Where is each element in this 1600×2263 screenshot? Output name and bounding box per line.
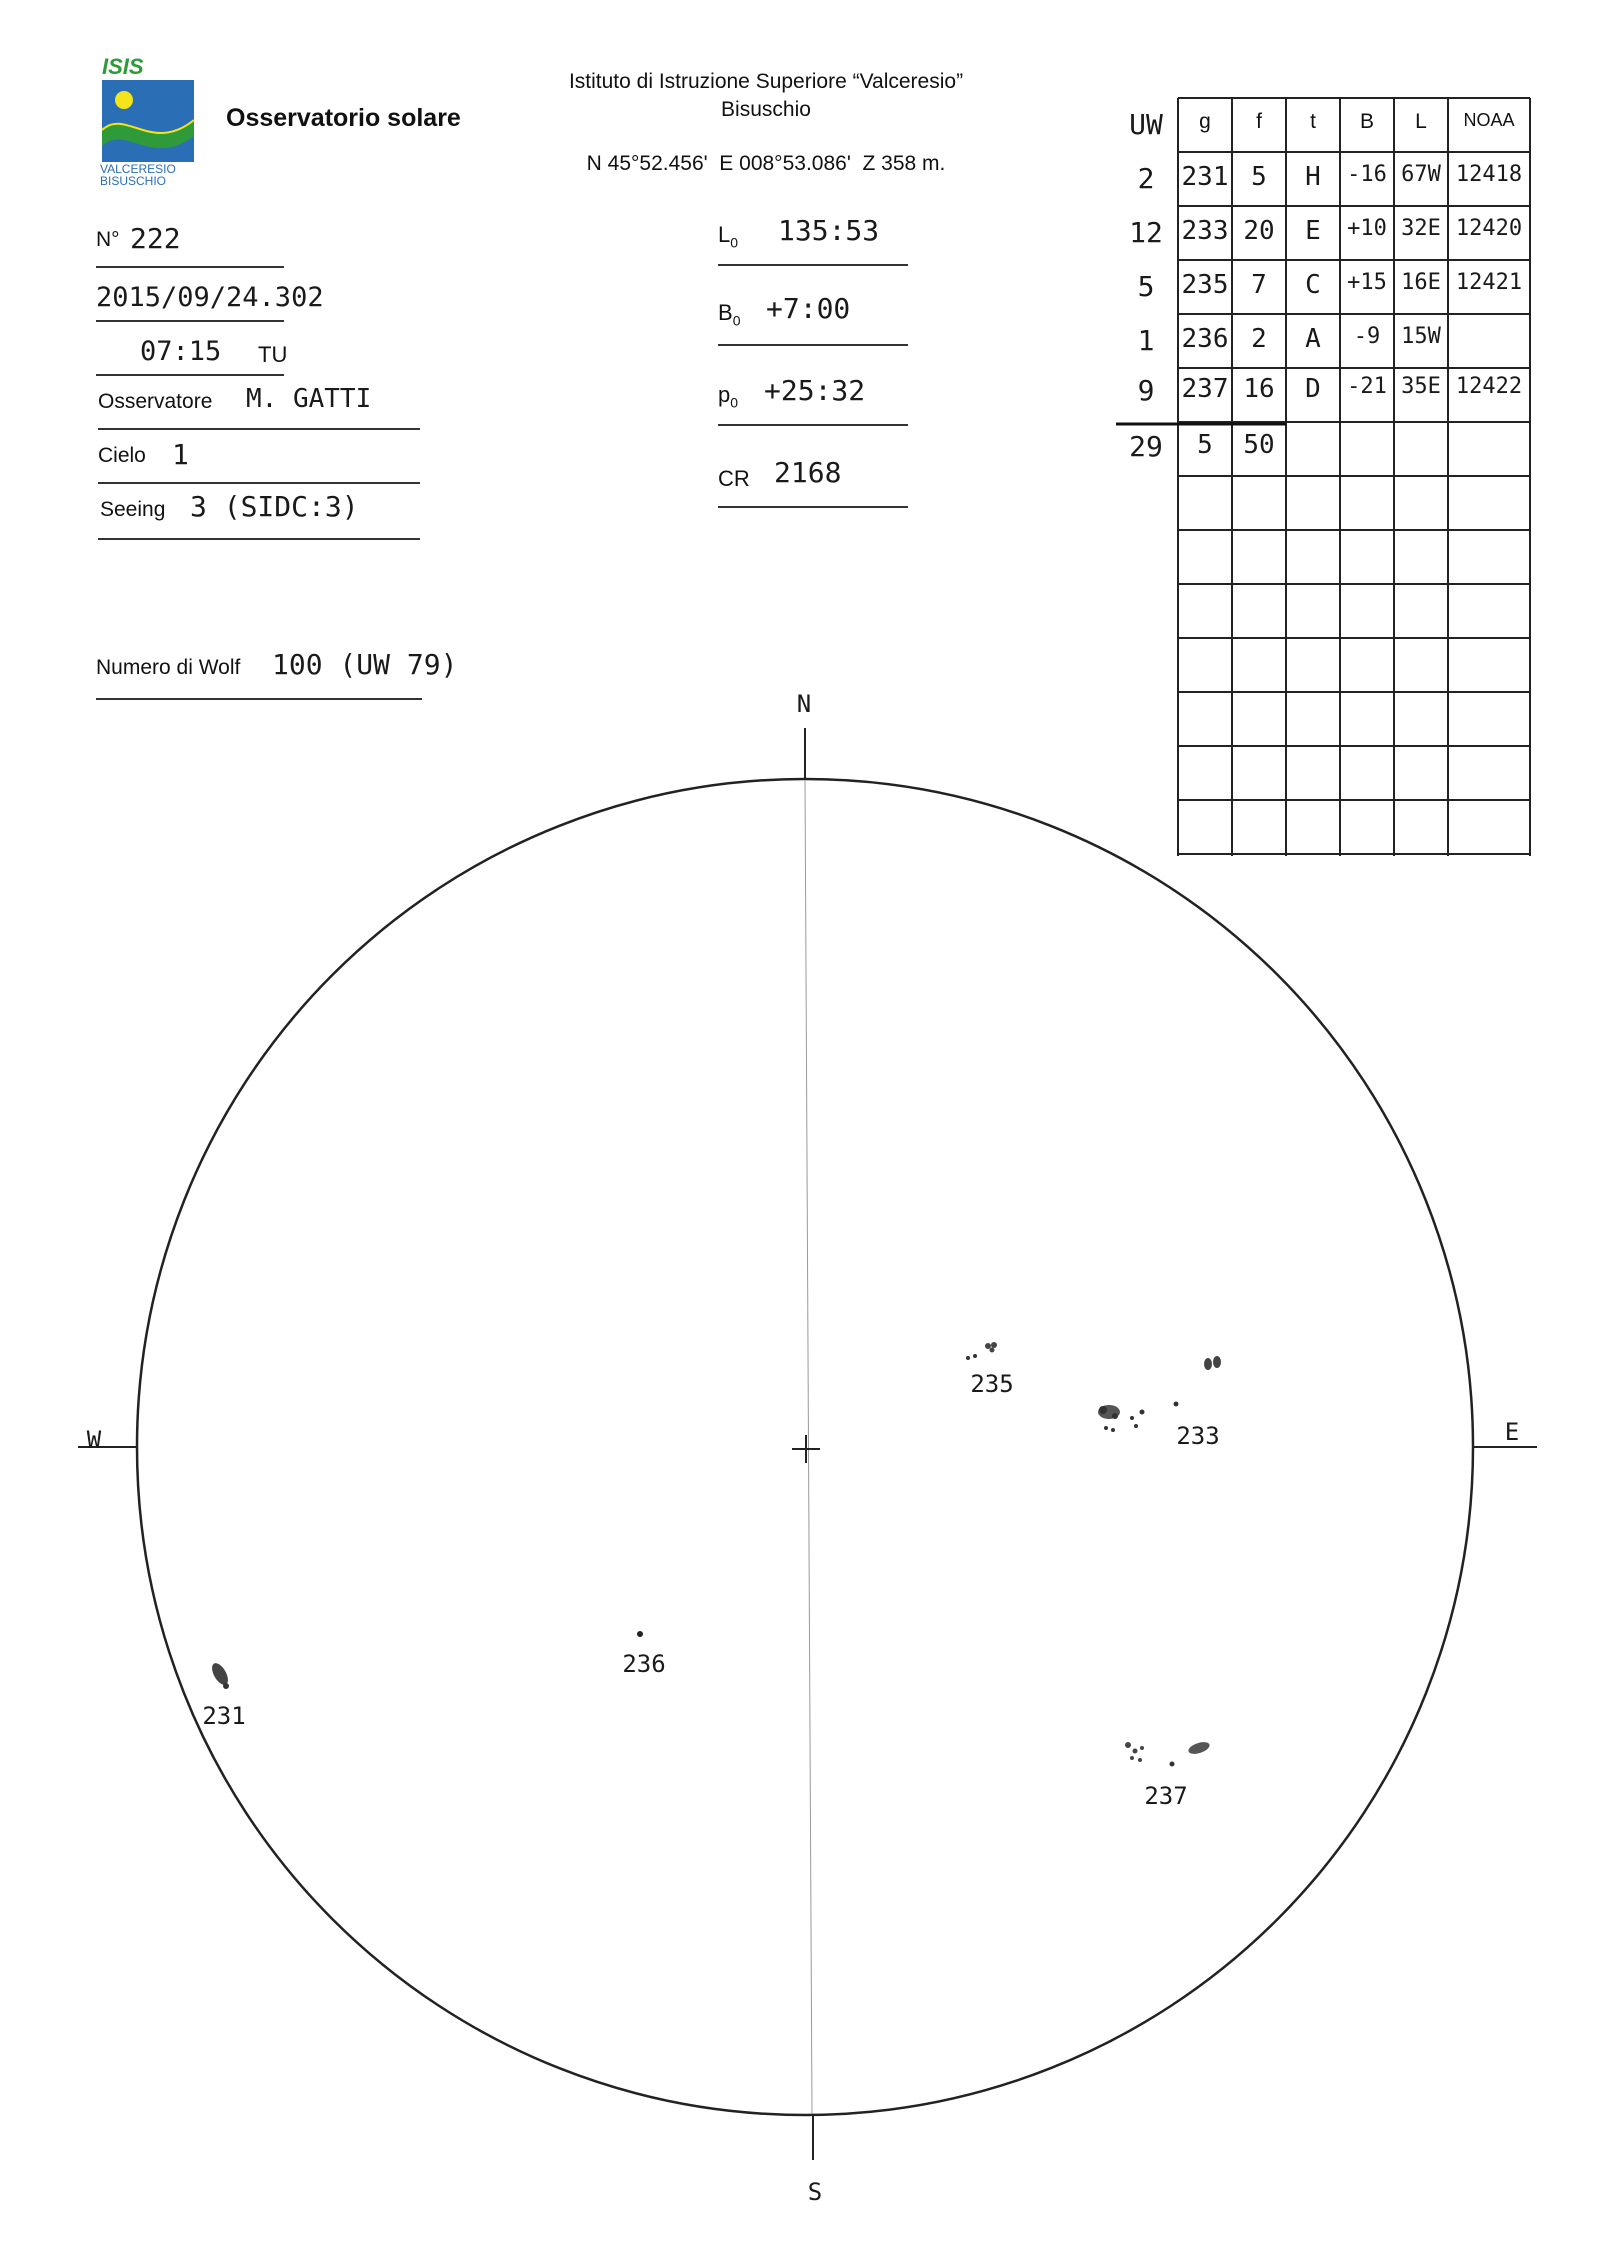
row-l: 67W	[1401, 162, 1441, 187]
row-noaa: 12418	[1455, 162, 1523, 187]
sunspot-group-235	[966, 1342, 997, 1360]
sunspot	[985, 1343, 991, 1349]
l0-subscript: 0	[730, 234, 739, 251]
number-label: N°	[96, 228, 120, 251]
east-label: E	[1504, 1418, 1520, 1446]
col-header-noaa: NOAA	[1463, 110, 1515, 130]
row-f: 7	[1251, 270, 1267, 300]
row-t: H	[1305, 162, 1321, 192]
p0-letter: p	[718, 382, 731, 407]
wolf-value: 100 (UW 79)	[272, 648, 458, 681]
row-b: +10	[1347, 216, 1387, 241]
observer-value: M. GATTI	[246, 384, 372, 414]
l0-letter: L	[718, 222, 731, 247]
south-label: S	[807, 2178, 823, 2206]
observatory-title: Osservatorio solare	[226, 104, 461, 132]
sunspot	[1204, 1358, 1212, 1370]
row-g: 231	[1181, 162, 1229, 192]
row-l: 32E	[1401, 216, 1441, 241]
row-g: 233	[1181, 216, 1229, 246]
sunspot	[1187, 1740, 1211, 1756]
row-noaa: 12422	[1455, 374, 1523, 399]
row-b: +15	[1347, 270, 1387, 295]
sunspot	[1130, 1416, 1134, 1420]
col-header-l: L	[1415, 110, 1427, 133]
row-uw: 2	[1137, 162, 1155, 195]
sunspot	[966, 1356, 970, 1360]
row-l: 16E	[1401, 270, 1441, 295]
sunspot	[1174, 1402, 1179, 1407]
sunspot	[209, 1661, 231, 1688]
sunspot	[1140, 1746, 1144, 1750]
col-header-f: f	[1256, 110, 1262, 133]
north-label: N	[796, 690, 812, 718]
logo-text: ISIS	[102, 56, 144, 79]
row-noaa: 12421	[1455, 270, 1523, 295]
observer-label: Osservatore	[98, 390, 213, 413]
sunspot	[990, 1348, 995, 1353]
row-noaa: 12420	[1455, 216, 1523, 241]
sunspot	[1138, 1758, 1142, 1762]
site-coordinates: N 45°52.456' E 008°53.086' Z 358 m.	[586, 152, 946, 175]
sunspot	[1111, 1428, 1115, 1432]
number-value: 222	[130, 222, 181, 255]
row-f: 20	[1243, 216, 1275, 246]
b0-value: +7:00	[766, 292, 851, 325]
row-l: 35E	[1401, 374, 1441, 399]
logo-caption-line2: BISUSCHIO	[100, 174, 167, 186]
west-label: W	[86, 1426, 102, 1454]
sunspot-group-233	[1098, 1356, 1221, 1432]
row-l: 15W	[1401, 324, 1441, 349]
sky-value: 1	[172, 438, 189, 471]
group-label-236: 236	[622, 1650, 666, 1678]
col-header-t: t	[1310, 110, 1316, 133]
group-label-237: 237	[1144, 1782, 1188, 1810]
sunspot	[1140, 1410, 1145, 1415]
row-uw: 5	[1137, 270, 1155, 303]
row-uw: 9	[1137, 374, 1155, 407]
sunspot	[1112, 1413, 1118, 1419]
group-label-235: 235	[970, 1370, 1014, 1398]
sunspot	[1104, 1426, 1108, 1430]
sky-label: Cielo	[98, 444, 146, 467]
time-value: 07:15	[140, 336, 222, 367]
row-g: 235	[1181, 270, 1229, 300]
row-b: -9	[1353, 324, 1381, 349]
row-f: 2	[1251, 324, 1267, 354]
institute-name: Istituto di Istruzione Superiore “Valceresio”	[568, 70, 964, 93]
row-b: -16	[1347, 162, 1387, 187]
row-b: -21	[1347, 374, 1387, 399]
time-unit: TU	[258, 342, 288, 367]
sunspot	[1170, 1762, 1175, 1767]
col-header-g: g	[1199, 110, 1211, 133]
wolf-label: Numero di Wolf	[96, 656, 241, 679]
sunspot	[637, 1631, 643, 1637]
cr-label: CR	[718, 466, 750, 491]
uw-header: UW	[1129, 108, 1163, 141]
row-t: C	[1305, 270, 1321, 300]
sunspot	[1130, 1756, 1134, 1760]
row-uw: 12	[1129, 216, 1163, 249]
sunspot	[991, 1342, 997, 1348]
b0-subscript: 0	[732, 312, 741, 329]
sunspot-group-236	[637, 1631, 643, 1637]
sunspot	[973, 1354, 977, 1358]
col-header-b: B	[1359, 110, 1374, 133]
seeing-label: Seeing	[100, 498, 166, 521]
group-label-233: 233	[1176, 1422, 1220, 1450]
row-f: 16	[1243, 374, 1275, 404]
sunspot	[223, 1683, 229, 1689]
date-value: 2015/09/24.302	[96, 282, 324, 313]
row-g: 236	[1181, 324, 1229, 354]
p0-value: +25:32	[764, 374, 866, 407]
p0-subscript: 0	[730, 394, 739, 411]
seeing-value: 3 (SIDC:3)	[190, 490, 359, 523]
b0-letter: B	[718, 300, 733, 325]
sunspot	[1099, 1406, 1107, 1414]
total-uw: 29	[1129, 430, 1163, 463]
row-t: A	[1305, 324, 1321, 354]
sunspot	[1134, 1424, 1138, 1428]
total-f: 50	[1243, 430, 1275, 460]
sunspot-group-237	[1125, 1740, 1211, 1767]
sunspot	[1133, 1749, 1138, 1754]
sunspot	[1213, 1356, 1221, 1368]
sunspot-group-231	[209, 1661, 231, 1689]
row-g: 237	[1181, 374, 1229, 404]
total-g: 5	[1197, 430, 1213, 460]
sunspot	[1125, 1742, 1131, 1748]
institute-town: Bisuschio	[721, 98, 811, 121]
cr-value: 2168	[774, 456, 842, 489]
logo-caption-line1: VALCERESIO	[100, 162, 176, 176]
row-uw: 1	[1137, 324, 1155, 357]
row-t: D	[1305, 374, 1321, 404]
row-f: 5	[1251, 162, 1267, 192]
row-t: E	[1305, 216, 1321, 246]
group-label-231: 231	[202, 1702, 246, 1730]
l0-value: 135:53	[778, 214, 880, 247]
